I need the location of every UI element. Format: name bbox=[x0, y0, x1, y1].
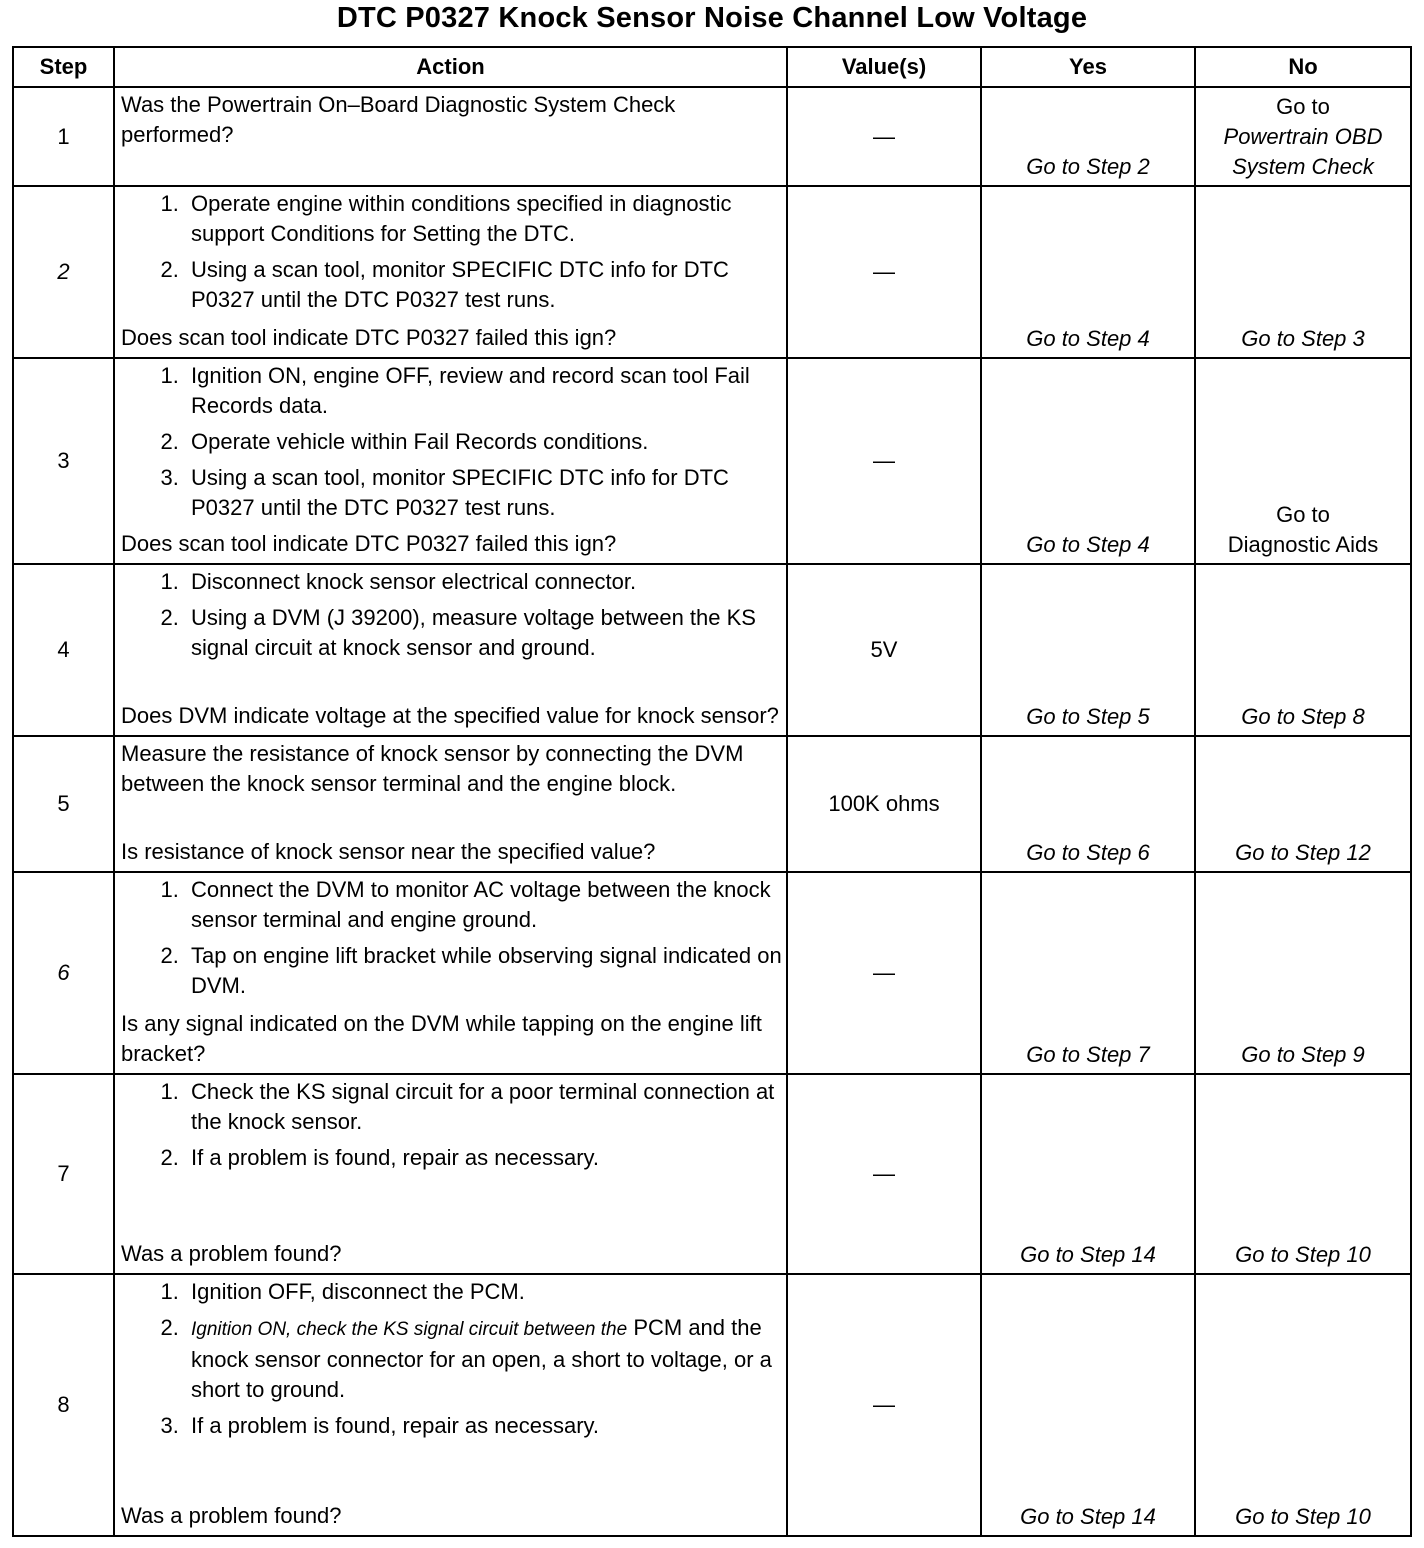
step-number: 8 bbox=[13, 1274, 114, 1536]
header-action: Action bbox=[114, 47, 787, 87]
no-line: System Check bbox=[1232, 154, 1374, 179]
table-row bbox=[13, 358, 1411, 564]
list-item: 1. Disconnect knock sensor electrical connector. bbox=[185, 567, 782, 597]
header-values: Value(s) bbox=[787, 47, 981, 87]
list-item: 1. Connect the DVM to monitor AC voltage between the knock sensor terminal and engine ground. bbox=[185, 875, 782, 935]
table-row bbox=[13, 872, 1411, 1074]
list-item: 2. Tap on engine lift bracket while observing signal indicated on DVM. bbox=[185, 941, 782, 1001]
no-cell: Go to Step 12 bbox=[1195, 736, 1411, 872]
yes-cell: Go to Step 7 bbox=[981, 872, 1195, 1074]
value-cell: — bbox=[787, 1274, 981, 1536]
table-row bbox=[13, 564, 1411, 736]
list-item: 2. Using a scan tool, monitor SPECIFIC DTC info for DTC P0327 until the DTC P0327 test runs. bbox=[185, 255, 782, 315]
list-item-lead: Ignition ON, check the KS signal circuit between the bbox=[191, 1319, 628, 1340]
table-row bbox=[13, 1274, 1411, 1536]
value-cell: 5V bbox=[787, 564, 981, 736]
value-cell: — bbox=[787, 87, 981, 186]
no-line: Diagnostic Aids bbox=[1227, 532, 1379, 557]
action-cell bbox=[114, 564, 787, 736]
yes-cell: Go to Step 2 bbox=[981, 87, 1195, 186]
step-number: 6 bbox=[13, 872, 114, 1074]
value-cell: — bbox=[787, 186, 981, 358]
step-number: 2 bbox=[13, 186, 114, 358]
yes-cell: Go to Step 5 bbox=[981, 564, 1195, 736]
action-text: Measure the resistance of knock sensor by connecting the DVM between the knock sensor terminal and the engine block. bbox=[121, 741, 744, 796]
action-list bbox=[121, 875, 782, 1007]
yes-cell: Go to Step 4 bbox=[981, 358, 1195, 564]
table-row bbox=[13, 736, 1411, 872]
no-cell: Go to Step 8 bbox=[1195, 564, 1411, 736]
list-item: 1. Check the KS signal circuit for a poor terminal connection at the knock sensor. bbox=[185, 1077, 782, 1137]
list-item: 2. If a problem is found, repair as necessary. bbox=[185, 1143, 782, 1173]
question-text: Is any signal indicated on the DVM while tapping on the engine lift bracket? bbox=[121, 1011, 762, 1066]
action-list bbox=[121, 567, 782, 669]
value-cell: — bbox=[787, 872, 981, 1074]
value-cell: 100K ohms bbox=[787, 736, 981, 872]
question-text: Was a problem found? bbox=[121, 1503, 342, 1528]
action-cell bbox=[114, 358, 787, 564]
action-cell bbox=[114, 872, 787, 1074]
question-text: Is resistance of knock sensor near the specified value? bbox=[121, 839, 656, 864]
page-title: DTC P0327 Knock Sensor Noise Channel Low Voltage bbox=[336, 2, 1088, 34]
list-item: 3. Using a scan tool, monitor SPECIFIC DTC info for DTC P0327 until the DTC P0327 test runs. bbox=[185, 463, 782, 523]
step-number: 5 bbox=[13, 736, 114, 872]
action-cell bbox=[114, 87, 787, 186]
no-line: Go to bbox=[1276, 94, 1330, 119]
no-cell bbox=[1195, 87, 1411, 186]
no-line: Go to bbox=[1276, 502, 1330, 527]
yes-cell: Go to Step 4 bbox=[981, 186, 1195, 358]
no-line: Powertrain OBD bbox=[1223, 124, 1383, 149]
action-cell bbox=[114, 1074, 787, 1274]
diagnostic-table bbox=[12, 46, 1412, 1537]
question-text: Was a problem found? bbox=[121, 1241, 342, 1266]
no-cell: Go to Step 3 bbox=[1195, 186, 1411, 358]
list-item bbox=[185, 1313, 782, 1405]
table-row bbox=[13, 1074, 1411, 1274]
yes-cell: Go to Step 14 bbox=[981, 1274, 1195, 1536]
header-step: Step bbox=[13, 47, 114, 87]
action-list bbox=[121, 1277, 782, 1447]
yes-cell: Go to Step 6 bbox=[981, 736, 1195, 872]
step-number: 4 bbox=[13, 564, 114, 736]
list-item: 1. Ignition ON, engine OFF, review and record scan tool Fail Records data. bbox=[185, 361, 782, 421]
yes-cell: Go to Step 14 bbox=[981, 1074, 1195, 1274]
step-number: 3 bbox=[13, 358, 114, 564]
list-item: 3. If a problem is found, repair as necessary. bbox=[185, 1411, 782, 1441]
action-list bbox=[121, 189, 782, 321]
question-text: Does scan tool indicate DTC P0327 failed this ign? bbox=[121, 531, 617, 556]
header-yes: Yes bbox=[981, 47, 1195, 87]
list-item: 1. Operate engine within conditions specified in diagnostic support Conditions for Setting the DTC. bbox=[185, 189, 782, 249]
step-number: 7 bbox=[13, 1074, 114, 1274]
action-list bbox=[121, 1077, 782, 1179]
action-cell bbox=[114, 1274, 787, 1536]
action-cell bbox=[114, 736, 787, 872]
value-cell: — bbox=[787, 358, 981, 564]
header-row bbox=[13, 47, 1411, 87]
list-item: 2. Operate vehicle within Fail Records conditions. bbox=[185, 427, 782, 457]
list-item: 1. Ignition OFF, disconnect the PCM. bbox=[185, 1277, 782, 1307]
action-cell bbox=[114, 186, 787, 358]
question-text: Does scan tool indicate DTC P0327 failed this ign? bbox=[121, 325, 617, 350]
list-item: 2. Using a DVM (J 39200), measure voltage between the KS signal circuit at knock sensor and ground. bbox=[185, 603, 782, 663]
table-row bbox=[13, 186, 1411, 358]
question-text: Does DVM indicate voltage at the specified value for knock sensor? bbox=[121, 703, 779, 728]
no-cell bbox=[1195, 358, 1411, 564]
value-cell: — bbox=[787, 1074, 981, 1274]
header-no: No bbox=[1195, 47, 1411, 87]
step-number: 1 bbox=[13, 87, 114, 186]
action-text: Was the Powertrain On–Board Diagnostic System Check performed? bbox=[121, 92, 676, 147]
action-list bbox=[121, 361, 782, 529]
list-item-rest: PCM and the knock sensor connector for an open, a short to voltage, or a short to ground. bbox=[191, 1315, 772, 1402]
table-row bbox=[13, 87, 1411, 186]
no-cell: Go to Step 10 bbox=[1195, 1274, 1411, 1536]
no-cell: Go to Step 9 bbox=[1195, 872, 1411, 1074]
no-cell: Go to Step 10 bbox=[1195, 1074, 1411, 1274]
